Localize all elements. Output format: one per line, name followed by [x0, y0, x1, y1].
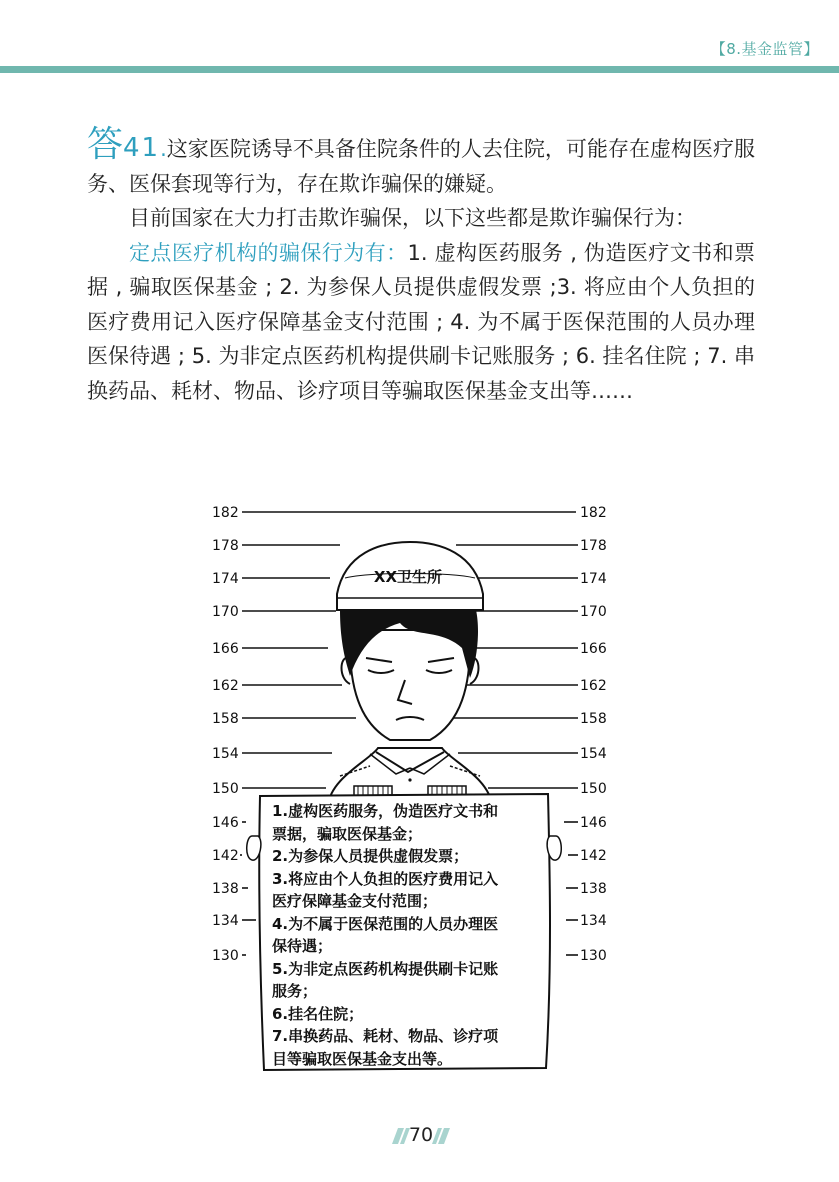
height-label-right: 182 — [580, 505, 607, 521]
height-label-left: 142 — [212, 848, 239, 864]
answer-paragraph-1 — [87, 124, 755, 201]
sign-line: 票据，骗取医保基金； — [272, 824, 423, 843]
height-label-right: 138 — [580, 881, 607, 897]
height-label-left: 154 — [212, 746, 239, 762]
height-label-left: 158 — [212, 711, 239, 727]
sign-text — [272, 800, 542, 1070]
section-tag: 【8.基金监管】 — [710, 40, 819, 58]
sign-line: 3.将应由个人负担的医疗费用记入 — [272, 869, 499, 888]
sign-line: 2.为参保人员提供虚假发票； — [272, 847, 469, 865]
height-label-right: 130 — [580, 948, 607, 964]
height-label-right: 158 — [580, 711, 607, 727]
sign-line: 5.为非定点医药机构提供刷卡记账 — [272, 959, 499, 978]
sign-line: 1.虚构医药服务，伪造医疗文书和 — [272, 802, 499, 820]
answer-text-1: 这家医院诱导不具备住院条件的人去住院，可能存在虚构医疗服务、医保套现等行为，存在欺诈骗保的嫌疑。 — [87, 137, 755, 196]
sign-line: 医疗保障基金支付范围； — [272, 892, 438, 910]
answer-dot: . — [160, 137, 167, 161]
page-number: 70 — [408, 1124, 434, 1146]
answer-highlight: 定点医疗机构的骗保行为有： — [129, 240, 408, 265]
sign-line: 服务； — [272, 982, 318, 1000]
height-label-right: 170 — [580, 604, 607, 620]
answer-mark: 答 — [87, 124, 124, 165]
height-label-right: 150 — [580, 781, 607, 797]
height-label-left: 162 — [212, 678, 239, 694]
page-number-area — [386, 1124, 456, 1146]
height-label-left: 134 — [212, 913, 239, 929]
header-bar — [0, 66, 839, 73]
height-label-right: 178 — [580, 538, 607, 554]
answer-paragraph-3 — [87, 236, 755, 409]
height-label-right: 142 — [580, 848, 607, 864]
height-label-left: 150 — [212, 781, 239, 797]
height-label-right: 166 — [580, 641, 607, 657]
height-label-left: 170 — [212, 604, 239, 620]
height-label-right: 162 — [580, 678, 607, 694]
height-label-right: 154 — [580, 746, 607, 762]
height-label-left: 130 — [212, 948, 239, 964]
height-label-left: 178 — [212, 538, 239, 554]
answer-text-3: 1. 虚构医药服务 , 伪造医疗文书和票据 , 骗取医保基金 ; 2. 为参保人员提供虚假发票 ;3. 将应由个人负担的医疗费用记入医疗保障基金支付范围 ; 4. 为不属于医保范围的人员办理医保待遇 ; 5. 为非定点医药机构提供刷卡记账服务 ; 6. 挂名住院 ; 7. 串换药品、耗材、物品、诊疗项目等骗取医保基金支出等…… — [87, 240, 755, 403]
sign-line: 保待遇； — [272, 937, 333, 955]
sign-line: 6.挂名住院； — [272, 1004, 364, 1023]
height-label-right: 146 — [580, 815, 607, 831]
sign-line: 7.串换药品、耗材、物品、诊疗项 — [272, 1027, 499, 1045]
answer-number: 41 — [123, 133, 161, 163]
height-label-left: 174 — [212, 571, 239, 587]
height-label-left: 166 — [212, 641, 239, 657]
sign-line: 4.为不属于医保范围的人员办理医 — [272, 914, 499, 933]
answer-paragraph-2: 目前国家在大力打击欺诈骗保，以下这些都是欺诈骗保行为： — [129, 206, 696, 230]
height-label-left: 146 — [212, 815, 239, 831]
height-label-right: 134 — [580, 913, 607, 929]
hat-label: XX卫生所 — [373, 568, 443, 586]
height-label-left: 182 — [212, 505, 239, 521]
answer-content — [87, 124, 755, 408]
height-label-right: 174 — [580, 571, 607, 587]
sign-line: 目等骗取医保基金支出等。 — [272, 1049, 453, 1068]
height-label-left: 138 — [212, 881, 239, 897]
